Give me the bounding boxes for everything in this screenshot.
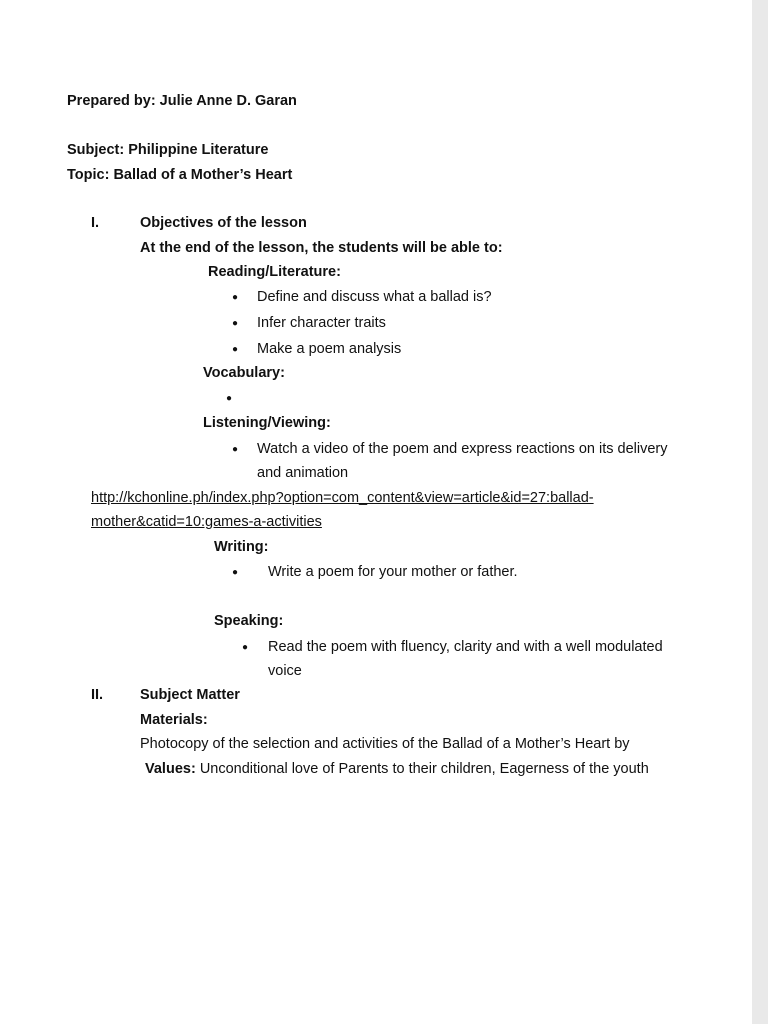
vocabulary-heading: Vocabulary:	[203, 365, 285, 381]
speaking-heading: Speaking:	[214, 613, 284, 629]
bullet-icon: ●	[232, 567, 239, 578]
reading-heading: Reading/Literature:	[208, 264, 341, 280]
materials-text: Photocopy of the selection and activities of the Ballad of a Mother’s Heart by	[140, 736, 630, 752]
topic-line: Topic: Ballad of a Mother’s Heart	[67, 167, 293, 183]
reading-item-3: Make a poem analysis	[257, 341, 402, 357]
speaking-item-line-1: Read the poem with fluency, clarity and with a well modulated	[268, 639, 663, 655]
section-1-numeral: I.	[91, 215, 100, 231]
bullet-icon: ●	[232, 318, 239, 329]
speaking-item-line-2: voice	[268, 663, 302, 679]
bullet-icon: ●	[232, 344, 239, 355]
bullet-icon: ●	[226, 393, 233, 404]
listening-item-line-2: and animation	[257, 465, 349, 481]
reading-item-1: Define and discuss what a ballad is?	[257, 289, 492, 305]
reading-item-2: Infer character traits	[257, 315, 386, 331]
values-text: Unconditional love of Parents to their children, Eagerness of the youth	[199, 761, 649, 777]
writing-item: Write a poem for your mother or father.	[268, 564, 518, 580]
subject-line: Subject: Philippine Literature	[67, 142, 269, 158]
objectives-intro: At the end of the lesson, the students will be able to:	[140, 240, 503, 256]
video-link-line-1[interactable]: http://kchonline.ph/index.php?option=com_content&view=article&id=27:ballad-	[91, 490, 594, 506]
bullet-icon: ●	[232, 292, 239, 303]
section-2-title: Subject Matter	[140, 687, 240, 703]
bullet-icon: ●	[232, 444, 239, 455]
bullet-icon: ●	[242, 642, 249, 653]
prepared-by: Prepared by: Julie Anne D. Garan	[67, 93, 297, 109]
listening-item-line-1: Watch a video of the poem and express reactions on its delivery	[257, 441, 668, 457]
section-2-numeral: II.	[91, 687, 104, 703]
listening-heading: Listening/Viewing:	[203, 415, 331, 431]
writing-heading: Writing:	[214, 539, 269, 555]
values-label: Values:	[145, 761, 196, 777]
video-link-line-2[interactable]: mother&catid=10:games-a-activities	[91, 514, 322, 530]
materials-heading: Materials:	[140, 712, 208, 728]
section-1-title: Objectives of the lesson	[140, 215, 307, 231]
values-line	[145, 760, 649, 778]
